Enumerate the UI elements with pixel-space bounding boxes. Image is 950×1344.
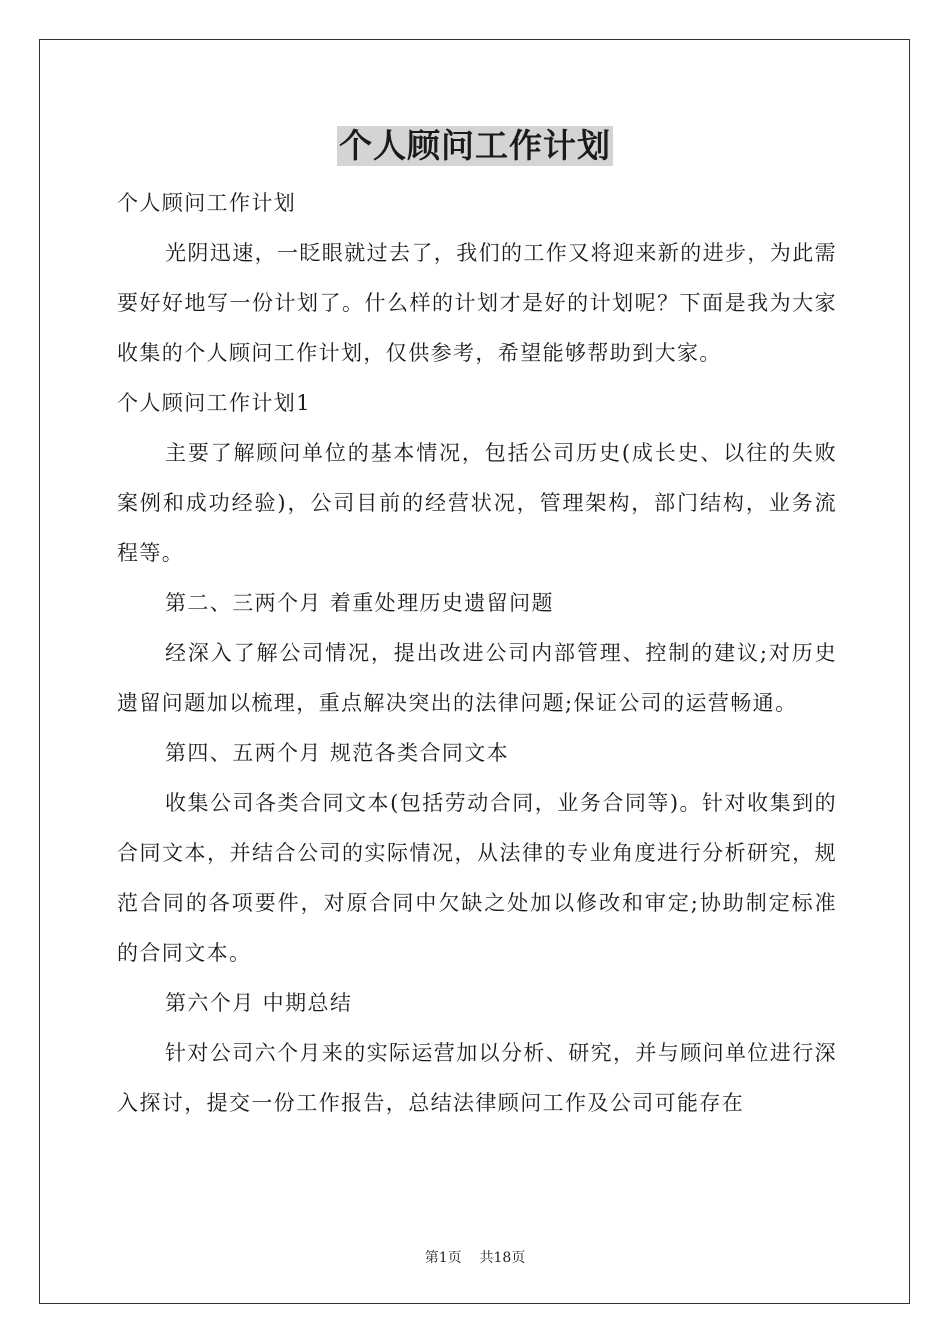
page-footer xyxy=(0,1247,950,1267)
paragraph: 个人顾问工作计划 xyxy=(117,191,297,215)
document-body xyxy=(117,178,837,1128)
page-number: 第1页 xyxy=(424,1250,462,1266)
section-heading: 第四、五两个月 规范各类合同文本 xyxy=(165,741,510,765)
paragraph: 光阴迅速，一眨眼就过去了，我们的工作又将迎来新的进步，为此需要好好地写一份计划了。什么样的计划才是好的计划呢？下面是我为大家收集的个人顾问工作计划，仅供参考，希望能够帮助到大家。 xyxy=(117,241,837,365)
page-total: 共18页 xyxy=(479,1250,526,1266)
title-wrap xyxy=(0,126,950,166)
paragraph: 收集公司各类合同文本(包括劳动合同，业务合同等)。针对收集到的合同文本，并结合公司的实际情况，从法律的专业角度进行分析研究，规范合同的各项要件，对原合同中欠缺之处加以修改和审定;协助制定标准的合同文本。 xyxy=(117,791,837,965)
section-heading: 第二、三两个月 着重处理历史遗留问题 xyxy=(165,591,554,615)
section-heading: 第六个月 中期总结 xyxy=(165,991,353,1015)
paragraph: 经深入了解公司情况，提出改进公司内部管理、控制的建议;对历史遗留问题加以梳理，重点解决突出的法律问题;保证公司的运营畅通。 xyxy=(117,641,837,715)
paragraph: 主要了解顾问单位的基本情况，包括公司历史(成长史、以往的失败案例和成功经验)，公司目前的经营状况，管理架构，部门结构，业务流程等。 xyxy=(117,441,837,565)
section-heading: 个人顾问工作计划1 xyxy=(117,391,311,415)
document-title: 个人顾问工作计划 xyxy=(339,126,611,165)
paragraph: 针对公司六个月来的实际运营加以分析、研究，并与顾问单位进行深入探讨，提交一份工作报告，总结法律顾问工作及公司可能存在 xyxy=(117,1041,837,1115)
